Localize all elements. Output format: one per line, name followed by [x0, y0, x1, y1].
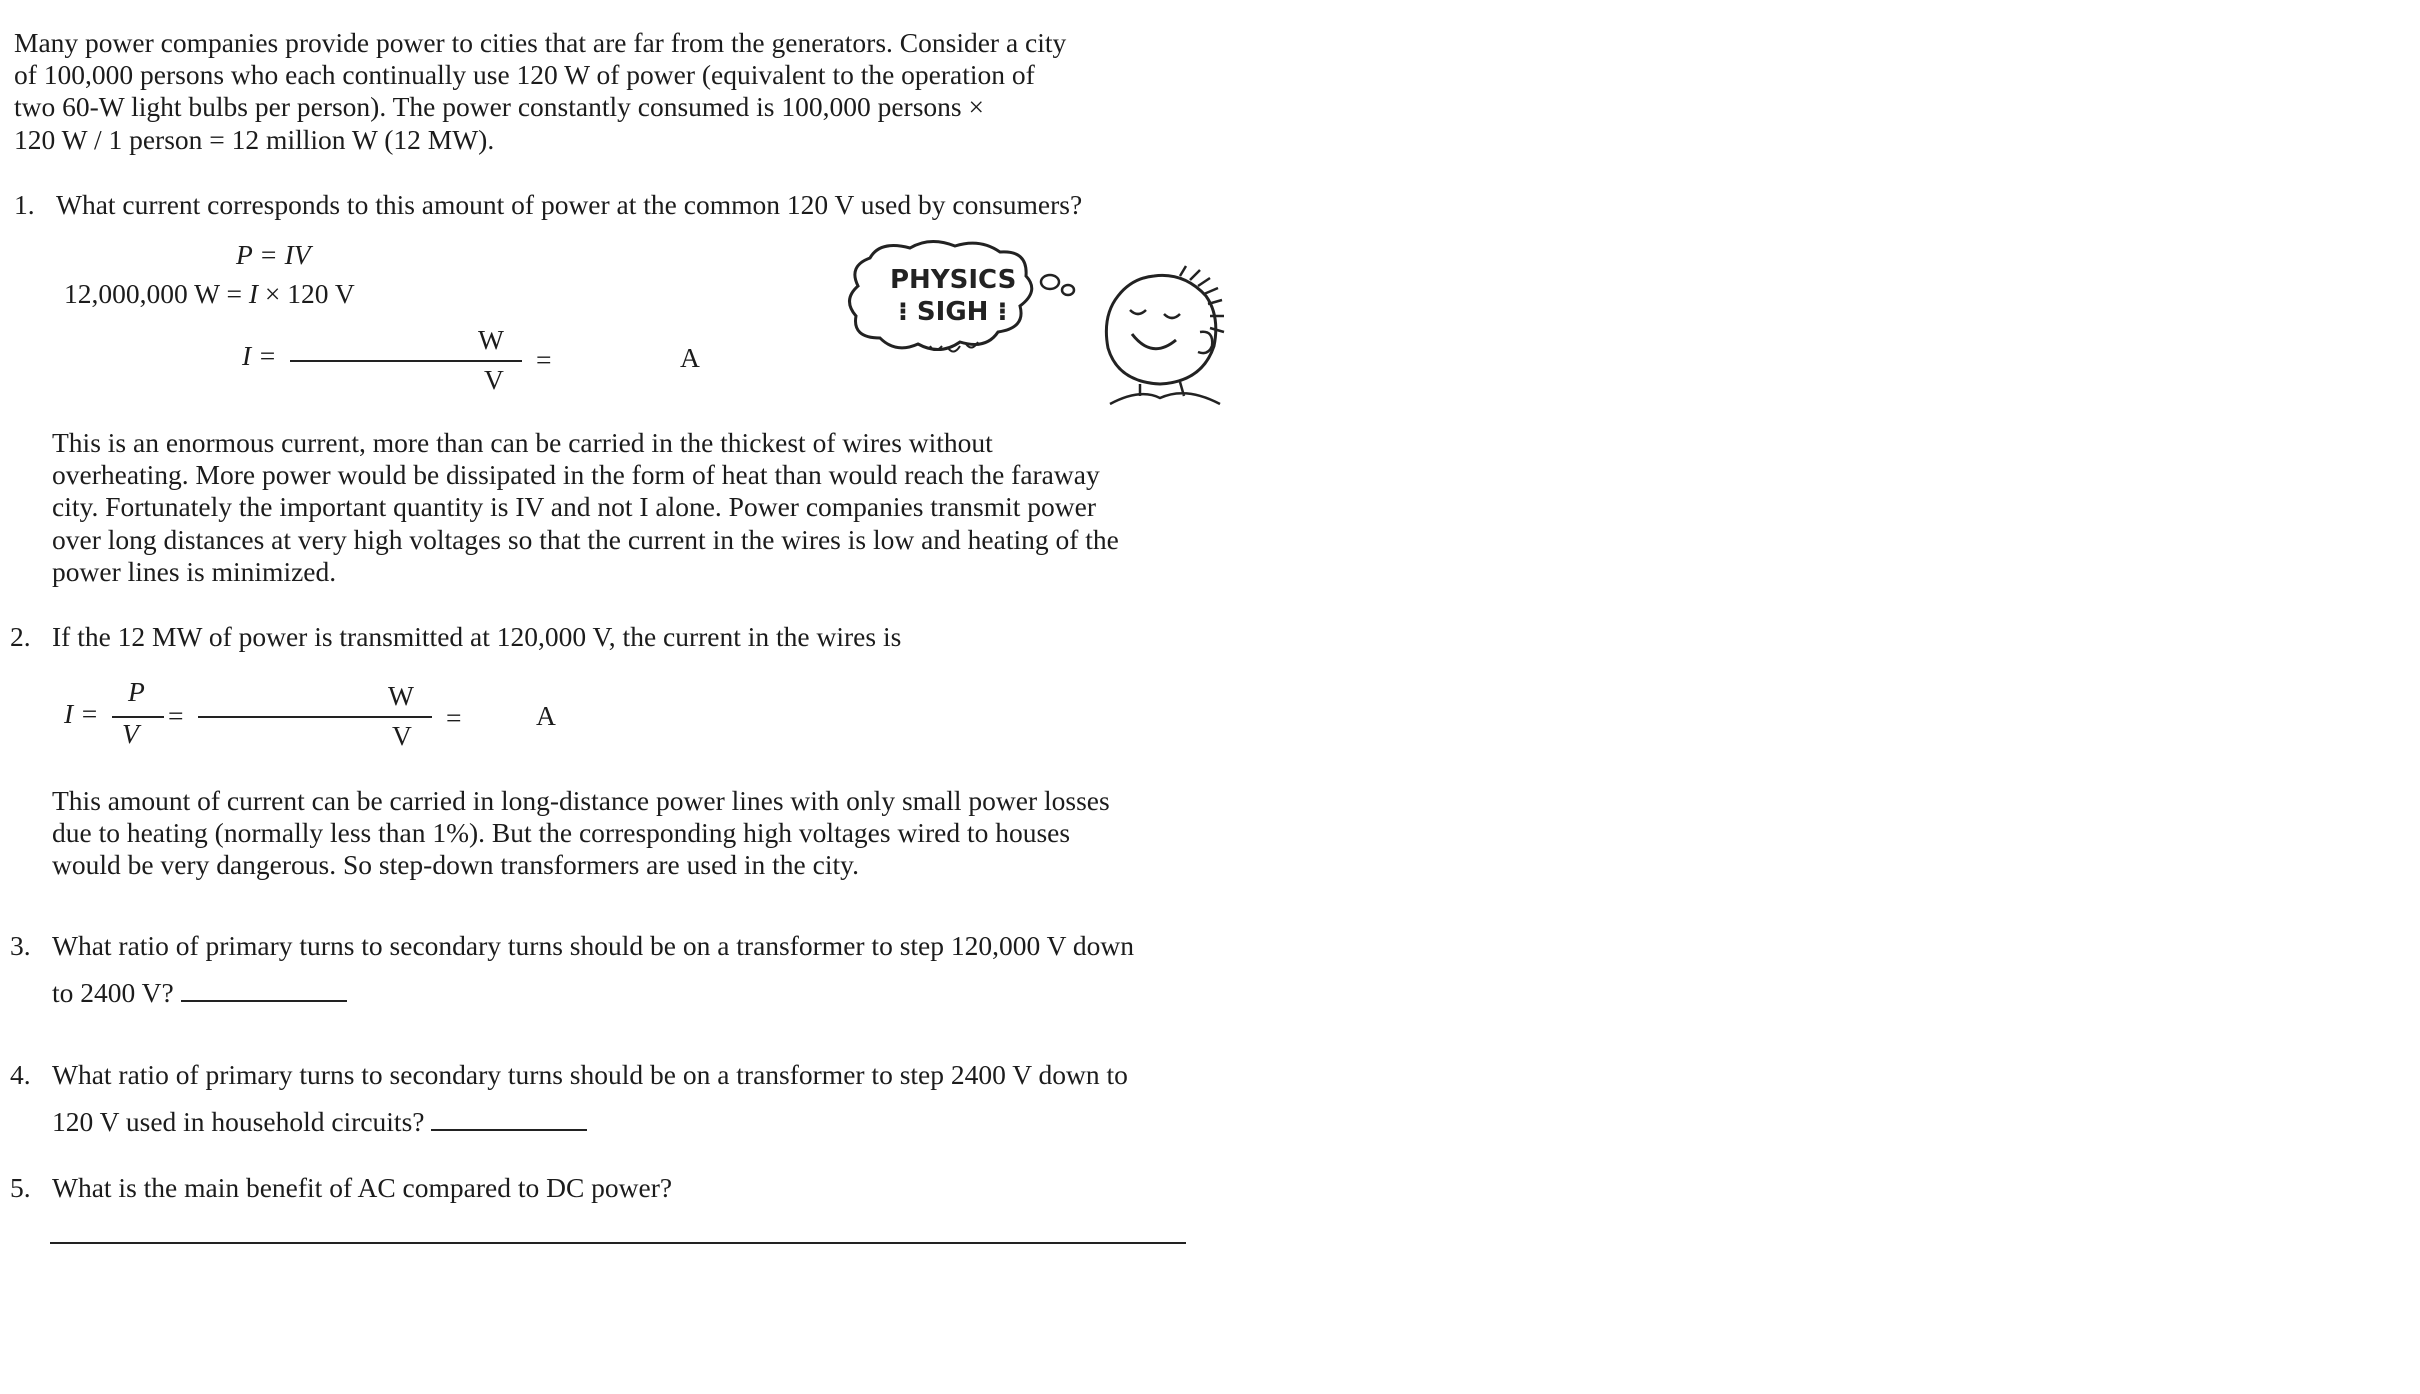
question-text: to 2400 V?	[52, 977, 174, 1008]
intro-line: two 60-W light bulbs per person). The power constantly consumed is 100,000 persons ×	[14, 91, 984, 123]
unit-volts: V	[484, 364, 504, 395]
paragraph-line: over long distances at very high voltages so that the current in the wires is low and heating of the	[52, 523, 1119, 555]
unit-amps: A	[680, 342, 700, 373]
question-4	[10, 1059, 1128, 1091]
thought-dot-icon	[1062, 285, 1074, 295]
unit-watts: W	[478, 324, 504, 355]
answer-blank[interactable]	[181, 1000, 347, 1002]
cartoon-text-physics: PHYSICS	[890, 265, 1017, 295]
unit-volts: V	[392, 720, 412, 751]
physics-sigh-cartoon	[840, 236, 1240, 408]
question-text: What ratio of primary turns to secondary turns should be on a transformer to step 2400 V down to	[52, 1059, 1128, 1090]
intro-line: Many power companies provide power to cities that are far from the generators. Consider a city	[14, 27, 1067, 58]
paragraph-line: overheating. More power would be dissipated in the form of heat than would reach the faraway	[52, 459, 1100, 491]
question-2	[10, 621, 901, 653]
question-number: 1.	[14, 189, 35, 220]
paragraph-line: city. Fortunately the important quantity is IV and not I alone. Power companies transmit power	[52, 491, 1097, 523]
equals-sign: =	[536, 344, 552, 375]
thought-dot-icon	[1041, 275, 1059, 289]
question-5	[10, 1172, 672, 1204]
fraction-numerator-p: P	[128, 676, 145, 707]
equals-sign: =	[446, 702, 462, 733]
answer-fraction-line[interactable]	[198, 716, 432, 718]
question-1	[14, 189, 1082, 221]
paragraph-line: This is an enormous current, more than can be carried in the thickest of wires without	[52, 427, 993, 458]
paragraph-line: power lines is minimized.	[52, 555, 337, 587]
unit-amps: A	[536, 700, 556, 731]
q2-explanation	[52, 785, 1232, 882]
answer-fraction-line[interactable]	[290, 360, 522, 362]
question-text: 120 V used in household circuits?	[52, 1106, 425, 1137]
equation-power-substitution	[64, 278, 355, 310]
intro-paragraph	[14, 27, 1214, 156]
intro-line: 120 W / 1 person = 12 million W (12 MW).	[14, 123, 495, 155]
answer-blank[interactable]	[431, 1129, 587, 1131]
equation-i-lhs: I =	[242, 340, 277, 371]
paragraph-line: due to heating (normally less than 1%). But the corresponding high voltages wired to houses	[52, 817, 1071, 849]
question-number: 2.	[10, 621, 31, 652]
question-text: What ratio of primary turns to secondary turns should be on a transformer to step 120,000 V down	[52, 930, 1134, 961]
question-4-continued	[52, 1106, 587, 1138]
question-3-continued	[52, 977, 347, 1009]
question-text: If the 12 MW of power is transmitted at 120,000 V, the current in the wires is	[52, 621, 902, 652]
unit-watts: W	[388, 680, 414, 711]
equation-p-equals-iv: P = IV	[236, 239, 311, 270]
thought-bubble-icon	[849, 241, 1031, 349]
equals-sign: =	[168, 700, 184, 731]
fraction-denominator-v: V	[122, 718, 139, 749]
paragraph-line: would be very dangerous. So step-down transformers are used in the city.	[52, 849, 859, 881]
equation-i-lhs: I =	[64, 698, 99, 729]
equation-var-i: I	[248, 278, 259, 309]
question-number: 4.	[10, 1059, 31, 1090]
q1-explanation	[52, 427, 1232, 588]
question-3	[10, 930, 1134, 962]
equation-left: 12,000,000 W =	[64, 278, 249, 309]
answer-line[interactable]	[50, 1242, 1186, 1244]
question-number: 3.	[10, 930, 31, 961]
equation-right: × 120 V	[258, 278, 355, 309]
paragraph-line: This amount of current can be carried in long-distance power lines with only small power losses	[52, 785, 1110, 816]
question-text: What is the main benefit of AC compared to DC power?	[52, 1172, 673, 1203]
cartoon-text-sigh: ⁝ SIGH ⁝	[898, 297, 1008, 327]
smiling-face-icon	[1106, 266, 1224, 404]
intro-line: of 100,000 persons who each continually use 120 W of power (equivalent to the operation of	[14, 59, 1035, 91]
question-text: What current corresponds to this amount of power at the common 120 V used by consumers?	[56, 189, 1083, 220]
question-number: 5.	[10, 1172, 31, 1203]
